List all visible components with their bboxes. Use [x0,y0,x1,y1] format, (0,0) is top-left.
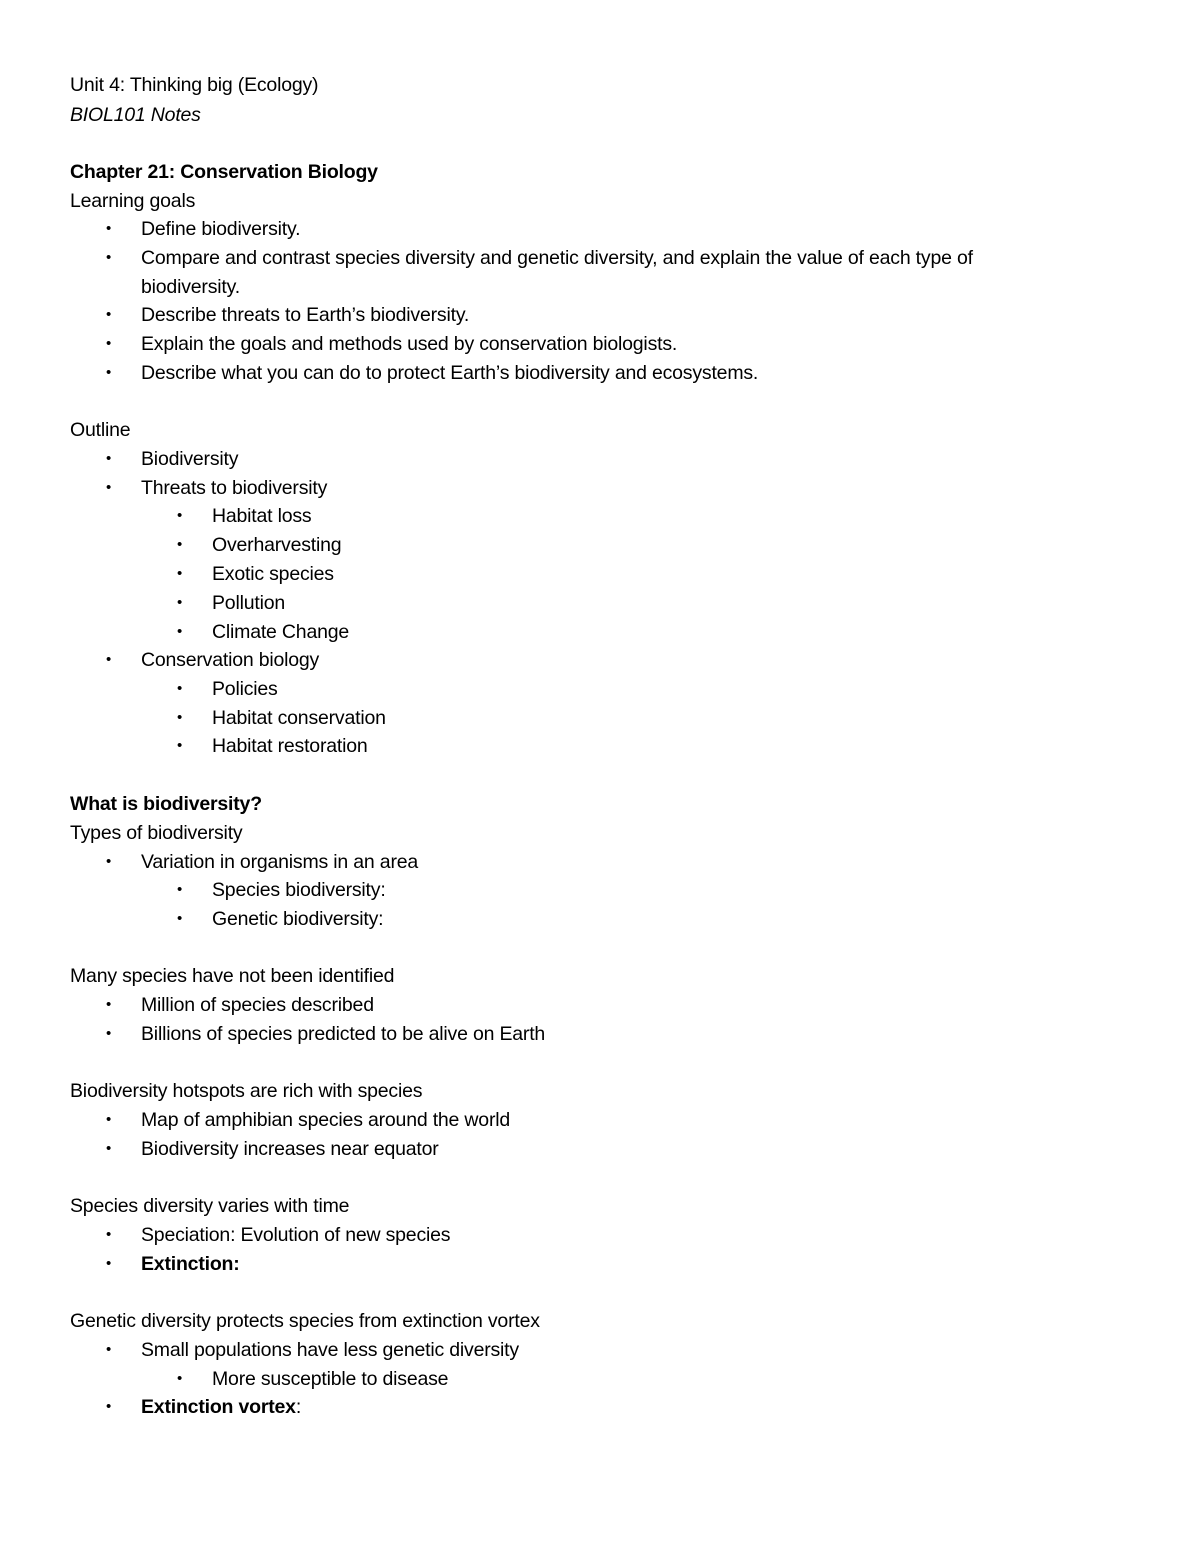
extinction-vortex-term: Extinction vortex [141,1396,296,1418]
bullet: • [177,507,183,524]
bullet: • [177,565,183,582]
bullet: • [106,1140,112,1157]
list-item: Variation in organisms in an area [141,851,419,873]
bullet: • [177,737,183,754]
sub-list-item: Habitat conservation [212,707,386,729]
sub-list-item: More susceptible to disease [212,1368,449,1390]
section-subheading: Biodiversity hotspots are rich with species [70,1080,423,1102]
colon: : [295,1396,302,1418]
bullet: • [106,1398,112,1415]
bullet: • [106,1226,112,1243]
bullet: • [106,853,112,870]
outline-label: Outline [70,419,131,441]
list-item: Extinction: [141,1253,240,1275]
bullet: • [177,536,183,553]
bullet: • [106,364,112,381]
learning-goals-label: Learning goals [70,190,196,212]
sub-list-item: Pollution [212,592,286,614]
bullet: • [106,1025,112,1042]
section-subheading: Genetic diversity protects species from extinction vortex [70,1310,540,1332]
list-item [141,1395,301,1419]
bullet: • [106,996,112,1013]
bullet: • [106,479,112,496]
bullet: • [177,594,183,611]
unit-title: Unit 4: Thinking big (Ecology) [70,74,319,96]
list-item: Small populations have less genetic diversity [141,1339,519,1361]
section-subheading: Many species have not been identified [70,965,395,987]
bullet: • [177,1370,183,1387]
list-item: Threats to biodiversity [141,477,328,499]
list-item-continuation: biodiversity. [141,276,240,298]
sub-list-item: Exotic species [212,563,334,585]
sub-list-item: Habitat restoration [212,735,368,757]
bullet: • [177,680,183,697]
list-item: Million of species described [141,994,374,1016]
bullet: • [106,651,112,668]
bullet: • [106,1255,112,1272]
bullet: • [106,450,112,467]
list-item: Speciation: Evolution of new species [141,1224,451,1246]
list-item: Biodiversity increases near equator [141,1138,439,1160]
sub-list-item: Overharvesting [212,534,342,556]
bullet: • [177,910,183,927]
bullet: • [106,1111,112,1128]
sub-list-item: Genetic biodiversity: [212,908,384,930]
list-item: Conservation biology [141,649,320,671]
bullet: • [177,881,183,898]
section-subheading: Species diversity varies with time [70,1195,350,1217]
list-item: Explain the goals and methods used by conservation biologists. [141,333,678,355]
sub-list-item: Species biodiversity: [212,879,386,901]
list-item: Define biodiversity. [141,218,301,240]
sub-list-item: Policies [212,678,278,700]
bullet: • [106,1341,112,1358]
bullet: • [177,709,183,726]
list-item: Billions of species predicted to be alive on Earth [141,1023,546,1045]
chapter-title: Chapter 21: Conservation Biology [70,161,378,183]
list-item: Map of amphibian species around the world [141,1109,511,1131]
list-item: Compare and contrast species diversity and genetic diversity, and explain the value of each type of [141,247,973,269]
bullet: • [106,306,112,323]
course-label: BIOL101 Notes [70,104,201,126]
bullet: • [106,220,112,237]
list-item: Describe what you can do to protect Earth’s biodiversity and ecosystems. [141,362,759,384]
sub-list-item: Climate Change [212,621,350,643]
bullet: • [106,249,112,266]
list-item: Describe threats to Earth’s biodiversity. [141,304,470,326]
bullet: • [106,335,112,352]
section-subheading: Types of biodiversity [70,822,243,844]
section-heading: What is biodiversity? [70,793,262,815]
bullet: • [177,623,183,640]
sub-list-item: Habitat loss [212,505,312,527]
list-item: Biodiversity [141,448,239,470]
